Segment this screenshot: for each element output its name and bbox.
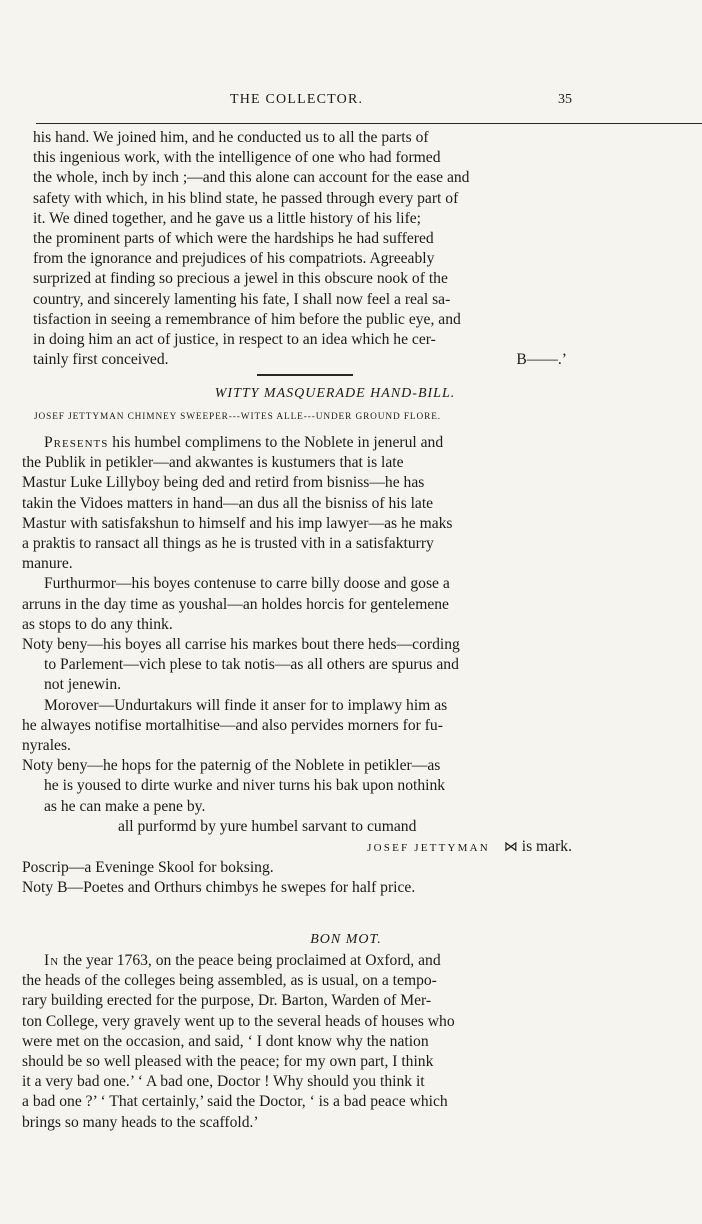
bon-mot-title: BON MOT.	[310, 932, 382, 947]
letter-line: country, and sincerely lamenting his fate, I shall now feel a real sa-	[33, 290, 451, 308]
bon-mot-last-line: brings so many heads to the scaffold.’	[22, 1113, 259, 1131]
mark-text: is mark.	[521, 838, 572, 856]
bon-mot-line: ton College, very gravely went up to the several heads of houses who	[22, 1012, 455, 1030]
handbill-line: Noty beny—his boyes all carrise his markes bout there heds—cording	[22, 636, 460, 654]
handbill-section	[22, 433, 572, 899]
letter-line: tisfaction in seeing a remembrance of him before the public eye, and	[33, 310, 461, 328]
cross-mark-icon: ⋈	[503, 840, 518, 856]
section-divider	[257, 374, 353, 376]
handbill-line: to Parlement—vich plese to tak notis—as all others are spurus and	[44, 656, 459, 674]
bon-mot-first-line	[22, 951, 572, 971]
header-rule	[36, 123, 702, 124]
handbill-line: he is yoused to dirte wurke and niver turns his bak upon nothink	[44, 777, 446, 795]
handbill-line: as stops to do any think.	[22, 615, 173, 633]
handbill-title: WITTY MASQUERADE HAND-BILL.	[214, 386, 456, 401]
handbill-line: takin the Vidoes matters in hand—an dus all the bisniss of his late	[22, 494, 434, 512]
handbill-closing: all purformd by yure humbel sarvant to cumand	[118, 817, 417, 835]
para1-rest: his humbel complimens to the Noblete in jenerul and	[112, 434, 444, 451]
handbill-para1-first	[22, 433, 572, 453]
handbill-line: not jenewin.	[44, 676, 122, 694]
page-header	[24, 92, 570, 114]
handbill-line: arruns in the day time as youshal—an holdes horcis for gentelemene	[22, 595, 449, 613]
bon-mot-first-rest: the year 1763, on the peace being proclaimed at Oxford, and	[63, 952, 441, 969]
running-title: THE COLLECTOR.	[230, 92, 364, 107]
handbill-subtitle: JOSEF JETTYMAN CHIMNEY SWEEPER---WITES ALLE---UNDER GROUND FLORE.	[34, 412, 442, 422]
bon-mot-first-word: In	[44, 952, 60, 969]
letter-line: the whole, inch by inch ;—and this alone can account for the ease and	[33, 169, 470, 187]
letter-line: the prominent parts of which were the hardships he had suffered	[33, 230, 434, 248]
letter-line: this ingenious work, with the intelligence of one who had formed	[33, 149, 441, 167]
letter-section	[33, 128, 573, 370]
handbill-line: he alwayes notifise mortalhitise—and also pervides morners for fu-	[22, 716, 443, 734]
page-number: 35	[558, 92, 572, 107]
presents-word: Presents	[44, 434, 109, 451]
signer-name: JOSEF JETTYMAN	[367, 842, 490, 855]
handbill-line: as he can make a pene by.	[44, 797, 206, 815]
handbill-line: Morover—Undurtakurs will finde it anser for to implawy him as	[44, 696, 448, 714]
handbill-line: a praktis to ransact all things as he is trusted vith in a satisfakturry	[22, 535, 434, 553]
bon-mot-line: the heads of the colleges being assembled, as is usual, on a tempo-	[22, 972, 437, 990]
handbill-line: Mastur Luke Lillyboy being ded and retird from bisniss—he has	[22, 474, 425, 492]
handbill-line: the Publik in petikler—and akwantes is kustumers that is late	[22, 454, 404, 472]
letter-line: surprized at finding so precious a jewel in this obscure nook of the	[33, 270, 448, 288]
letter-last-text: tainly first conceived.	[33, 351, 169, 369]
bon-mot-line: rary building erected for the purpose, Dr. Barton, Warden of Mer-	[22, 992, 432, 1010]
bon-mot-line: it a very bad one.’ ‘ A bad one, Doctor ! Why should you think it	[22, 1073, 425, 1091]
letter-line: safety with which, in his blind state, he passed through every part of	[33, 189, 459, 207]
handbill-line: Noty beny—he hops for the paternig of the Noblete in petikler—as	[22, 757, 441, 775]
handbill-line: Mastur with satisfakshun to himself and his imp lawyer—as he maks	[22, 514, 453, 532]
letter-line: his hand. We joined him, and he conducted us to all the parts of	[33, 129, 429, 146]
handbill-postscript: Poscrip—a Eveninge Skool for boksing.	[22, 859, 274, 877]
bon-mot-line: were met on the occasion, and said, ‘ I dont know why the nation	[22, 1032, 429, 1050]
letter-line: from the ignorance and prejudices of his compatriots. Agreeably	[33, 250, 435, 268]
handbill-line: nyrales.	[22, 737, 71, 755]
handbill-line: manure.	[22, 555, 73, 573]
letter-line: in doing him an act of justice, in respect to an idea which he cer-	[33, 331, 436, 349]
bon-mot-line: a bad one ?’ ‘ That certainly,’ said the Doctor, ‘ is a bad peace which	[22, 1093, 448, 1111]
handbill-line: Furthurmor—his boyes contenuse to carre billy doose and gose a	[44, 575, 450, 593]
handbill-signer	[22, 837, 572, 858]
letter-last-line	[33, 350, 573, 370]
letter-signature: B——.’	[516, 351, 567, 369]
bon-mot-section	[22, 951, 572, 1133]
letter-line: it. We dined together, and he gave us a little history of his life;	[33, 209, 422, 227]
handbill-nota: Noty B—Poetes and Orthurs chimbys he swepes for half price.	[22, 879, 416, 897]
bon-mot-line: should be so well pleased with the peace; for my own part, I think	[22, 1053, 434, 1071]
